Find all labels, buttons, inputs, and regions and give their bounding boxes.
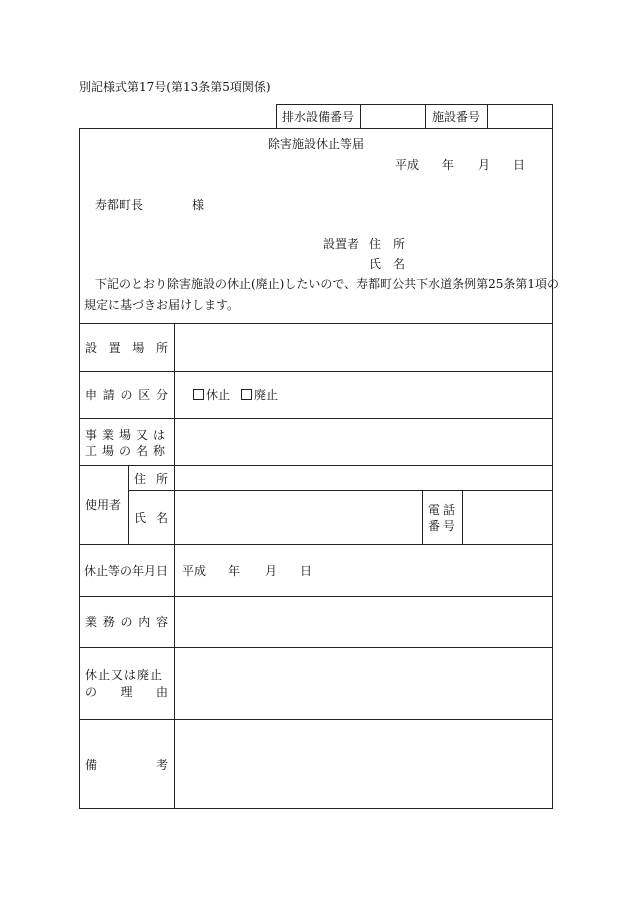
location-label-ch-1: 設 [85,341,98,355]
suspend-date-month-unit: 月 [265,564,278,578]
form-reference: 別記様式第17号(第13条第5項関係) [79,80,271,94]
phone-number-field[interactable] [464,492,551,543]
business-content-label-ch-4: 内 [138,615,151,629]
number-box-left-border [276,104,277,128]
option-suspend[interactable] [193,388,230,402]
addressee: 寿都町長 [95,198,144,212]
business-content-label-ch-3: の [120,615,133,629]
location-label-ch-3: 場 [132,341,145,355]
business-content-field[interactable] [176,598,551,646]
suspend-date-year-unit: 年 [228,564,241,578]
user-name-label-ch-2: 名 [155,511,168,525]
user-name-field[interactable] [176,492,421,543]
row-separator-notice [79,323,553,324]
drain-facility-number-label: 排水設備番号 [282,110,355,124]
number-box-divider-2 [425,104,426,128]
user-label: 使用者 [85,498,122,512]
table-left-border [79,128,80,809]
installer-label: 設置者 [323,237,360,251]
reason-label-line-2-ch-2: 理 [120,685,133,699]
business-content-label-ch-1: 業 [85,615,98,629]
suspend-checkbox[interactable] [193,389,204,400]
location-label-ch-4: 所 [155,341,168,355]
option-abolish-label: 廃止 [254,388,279,402]
suspend-date-day-unit: 日 [300,564,313,578]
business-name-field[interactable] [176,420,551,464]
location-label [85,341,168,355]
notice-date [395,158,525,172]
notice-body-line-2: 規定に基づきお届けします。 [84,298,240,312]
row-separator-user-address [128,490,553,491]
remarks-label-ch-1: 備 [85,758,98,772]
notice-body-line-1: 下記のとおり除害施設の休止(廃止)したいので、寿都町公共下水道条例第25条第1項の [95,277,560,291]
row-separator-content [79,647,553,648]
request-type-label-ch-2: 請 [102,388,115,402]
facility-number-label: 施設番号 [432,110,481,124]
number-box-divider-3 [487,104,488,128]
user-subcolumn-divider [128,465,129,545]
phone-label-left-divider [422,490,423,545]
table-top-border [79,128,553,129]
request-type-label-ch-3: の [120,388,133,402]
label-column-divider [174,323,175,809]
remarks-label-ch-2: 考 [155,758,168,772]
user-address-label-ch-1: 住 [134,472,147,486]
suspend-date-field[interactable] [182,564,322,578]
row-separator-business [79,465,553,466]
user-address-label-ch-2: 所 [155,472,168,486]
table-bottom-border [79,808,553,809]
user-address-field[interactable] [176,467,551,489]
business-name-label-line-2: 工場の名称 [85,444,171,458]
suspend-date-era: 平成 [182,564,207,578]
row-separator-request [79,418,553,419]
suspend-date-label: 休止等の年月日 [84,564,169,578]
business-content-label [85,615,168,629]
reason-field[interactable] [176,649,551,718]
business-name-label-line-1: 事業場又は [85,428,171,442]
row-separator-reason [79,719,553,720]
drain-facility-number-field[interactable] [364,110,422,124]
reason-label-line-1: 休止又は廃止 [85,668,164,682]
installer-address-label: 住 所 [369,237,406,251]
notice-date-year-unit: 年 [442,158,455,172]
phone-label-right-divider [462,490,463,545]
reason-label-line-2-ch-1: の [85,685,98,699]
remarks-label [85,758,168,772]
row-separator-user [79,544,553,545]
user-name-label [134,511,168,525]
addressee-honorific: 様 [192,198,205,212]
number-box-divider-1 [360,104,361,128]
number-box-top-border [276,104,553,105]
user-name-label-ch-1: 氏 [134,511,147,525]
location-label-ch-2: 置 [108,341,121,355]
reason-label-line-2 [85,685,168,699]
phone-label-line-1: 電話 [428,503,459,517]
table-right-border [552,104,553,809]
request-type-label-ch-1: 申 [85,388,98,402]
remarks-field[interactable] [176,721,551,807]
phone-label-line-2: 番号 [428,519,459,533]
installer-name-label: 氏 名 [369,257,406,271]
request-type-label-ch-4: 区 [138,388,151,402]
user-address-label [134,472,168,486]
notice-date-day-unit: 日 [513,158,526,172]
abolish-checkbox[interactable] [241,389,252,400]
reason-label-line-2-ch-3: 由 [155,685,168,699]
option-suspend-label: 休止 [206,388,231,402]
row-separator-date [79,596,553,597]
facility-number-field[interactable] [491,110,549,124]
location-field[interactable] [176,325,551,370]
option-abolish[interactable] [241,388,278,402]
business-content-label-ch-5: 容 [155,615,168,629]
notice-date-month-unit: 月 [478,158,491,172]
row-separator-location [79,371,553,372]
request-type-label [85,388,168,402]
notice-title: 除害施設休止等届 [267,137,364,151]
business-content-label-ch-2: 務 [102,615,115,629]
request-type-label-ch-5: 分 [155,388,168,402]
notice-date-era: 平成 [395,158,420,172]
